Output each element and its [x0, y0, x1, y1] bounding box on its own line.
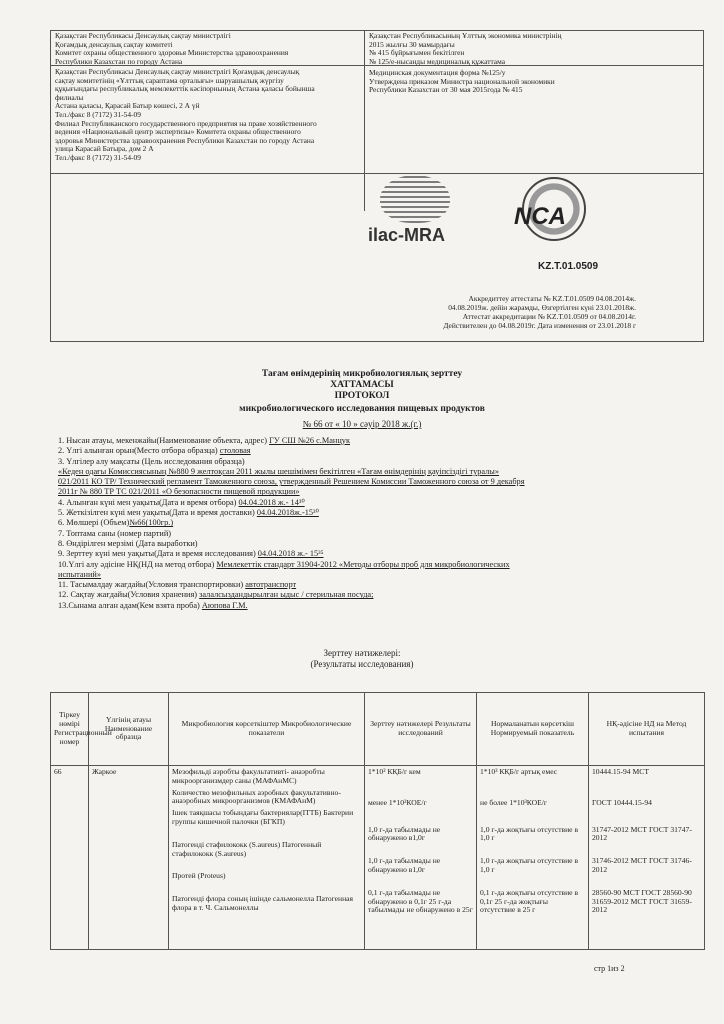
item-line: 7. Топтама саны (номер партий): [58, 528, 172, 538]
protocol-items: [58, 436, 708, 611]
item-line: 11. Тасымалдау жағдайы(Условия транспортировки) автотранспорт: [58, 580, 297, 590]
title-kz: Тағам өнімдерінің микробиологиялық зерттеу: [261, 369, 463, 379]
reg-number: 66: [51, 766, 89, 950]
header-left-mid: Қазақстан Республикасы Денсаулық сақтау министрлігі Қоғамдық денсаулық сақтау комитетінің «Ұлттық сараптама орталығы» шаруашылық жүргізу құқығындағы республикалық мемлекеттік кәсіпорнының Астана қаласы бойынша филиалы Астана қаласы, Қарасай Батыр көшесі, 2 А үй Тел./факс 8 (7172) 31-54-09 Филиал Республиканского государственного предприятия на праве хозяйственного ведения «Национальный центр экспертизы» Комитета охраны общественного здоровья Министерства здравоохранения Республики Казахстан по городу Астана улица Карасай Батыра, дом 2 А Тел./факс 8 (7172) 31-54-09: [55, 68, 317, 162]
cert-code: KZ.T.01.0509: [538, 261, 599, 272]
nca-logo: NCA: [500, 175, 610, 253]
item-line: 1. Нысан атауы, мекенжайы(Наименование объекта, адрес) ГУ СШ №26 с.Манцук: [58, 436, 350, 445]
col-header-reg: Тіркеу нөмірі Регистрационный номер: [51, 693, 89, 766]
col-header-sample: Үлгінің атауы Наименование образца: [89, 693, 169, 766]
col-header-indicators: Микробиология көрсеткіштер Микробиологические показатели: [169, 693, 365, 766]
sample-name: Жаркое: [89, 766, 169, 950]
item-line: 13.Сынама алған адам(Кем взята проба) Аюпова Г.М.: [58, 600, 248, 610]
page-number: стр 1из 2: [594, 964, 625, 973]
item-line: 9. Зерттеу күні мен уақыты(Дата и время исследования) 04.04.2018 ж.- 15³⁵: [58, 549, 324, 559]
col-header-method: НҚ-әдісіне НД на Метод испытания: [589, 693, 705, 766]
col-header-norms: Нормаланатын көрсеткіш Нормируемый показатель: [477, 693, 589, 766]
accreditation-logos: [360, 175, 640, 275]
item-line: 6. Мөлшері (Объем)№66(100гр.): [58, 518, 174, 528]
item-line: 10.Үлгі алу әдісіне НҚ(НД на метод отбора) Мемлекеттік стандарт 31904-2012 «Методы отборы проб для микробиологических: [58, 559, 510, 569]
item-line: 3. Үлгілер алу мақсаты (Цель исследования образца): [58, 456, 245, 466]
protocol-number: № 66 от « 10 » сәуір 2018 ж.(г.): [302, 419, 422, 429]
table-row: [51, 766, 705, 950]
header-right-mid: Медицинская документация форма №125/у Утверждена приказом Министра национальной экономики Республики Казахстан от 30 мая 2015года № 415: [369, 69, 555, 95]
item-line: 12. Сақтау жағдайы(Условия хранения) залалсыздандырылған ыдыс / стерильная посуда;: [58, 590, 374, 600]
ilac-mra-logo: ilac-MRA: [360, 175, 470, 253]
header-right-top: Қазақстан Республикасының Ұлттық экономика министрінің 2015 жылғы 30 мамырдағы № 415 бұйрығымен бекітілген № 125/е-нысанды медициналық құжаттама: [369, 32, 562, 66]
norms-cell: 1*10³ КҚБ/г артық емес не более 1*10³КОЕ/г 1,0 г-да жоқтығы отсутствие в 1,0 г 1,0 г-да жоқтығы отсутствие в 1,0 г 0,1 г-да жоқтығы отсутствие в 0,1г 25 г-да жоқтығы отсутствие в 25 г: [477, 766, 589, 950]
col-header-results: Зерттеу нәтижелері Результаты исследований: [365, 693, 477, 766]
header-left-top: Қазақстан Республикасы Денсаулық сақтау министрлігі Қоғамдық денсаулық сақтау комитеті Комитет охраны общественного здоровья Министерства здравоохранения Республики Казахстан по городу Астана: [55, 32, 289, 66]
item-line: «Кеден одағы Комиссиясының №880 9 желтоқсан 2011 жылы шешімімен бекітілген «Тағам өнімдерінің қауіпсіздігі туралы»: [58, 466, 500, 476]
title-protocol-ru: ПРОТОКОЛ: [334, 391, 390, 401]
item-line: 5. Жеткізілген күні мен уақыты(Дата и время доставки) 04.04.2018ж.-15³⁰: [58, 508, 319, 518]
results-title-ru: (Результаты исследования): [310, 659, 414, 669]
item-line: 2. Үлгі алынған орын(Место отбора образца) столовая: [58, 446, 251, 456]
indicators-cell: Мезофильді аэробты факультативті- анаэробты микроорганизмдер саны (МАФАнМС) Количество мезофильных аэробных факультативно-анаэробных микроорганизмов (КМАФАнМ) Ішек таяқшасы тобындағы бактериялар(ІТТБ) Бактерии группы кишечной палочки (БГКП) Патогенді стафилококк (S.aureus) Патогенный стафилококк (S.aureus) Протей (Proteus) Патогенді флора соның ішінде сальмонелла Патогенная флора в т. Ч. Сальмонеллы: [169, 766, 365, 950]
results-cell: 1*10² КҚБ/г кем менее 1*10²КОЕ/г 1,0 г-да табылмады не обнаружено в1,0г 1,0 г-да табылмады не обнаружено в1,0г 0,1 г-да табылмады не обнаружено в 0,1г 25 г-да табылмады не обнаружено в 25г: [365, 766, 477, 950]
results-table: [50, 692, 705, 950]
item-line: испытаний»: [58, 569, 102, 579]
item-line: 8. Өндірілген мерзімі (Дата выработки): [58, 538, 198, 548]
methods-cell: 10444.15-94 МСТ ГОСТ 10444.15-94 31747-2012 МСТ ГОСТ 31747-2012 31746-2012 МСТ ГОСТ 31746-2012 28560-90 МСТ ГОСТ 28560-90 31659-2012 МСТ ГОСТ 31659-2012: [589, 766, 705, 950]
title-protocol-kz: ХАТТАМАСЫ: [330, 380, 394, 390]
item-line: 4. Алынған күні мен уақыты(Дата и время отбора) 04.04.2018 ж.- 14³⁰: [58, 497, 305, 507]
accreditation-text: Аккредиттеу аттестаты № KZ.T.01.0509 04.08.2014ж. 04.08.2019ж. дейін жарамды, Өзгертілген күні 23.01.2018ж. Аттестат аккредитации № KZ.T.01.0509 от 04.08.2014г. Действителен до 04.08.2019г. Дата изменения от 23.01.2018 г: [443, 294, 636, 330]
item-line: 021/2011 КО ТР/ Технический регламент Таможенного союза, утвержденный Решением Комиссии Таможенного союза от 9 декабря: [58, 477, 525, 487]
results-title-kz: Зерттеу нәтижелері:: [323, 648, 401, 658]
title-subtitle: микробиологического исследования пищевых продуктов: [239, 404, 485, 414]
item-line: 2011г № 880 ТР ТС 021/2011 «О безопасности пищевой продукции»: [58, 487, 300, 497]
